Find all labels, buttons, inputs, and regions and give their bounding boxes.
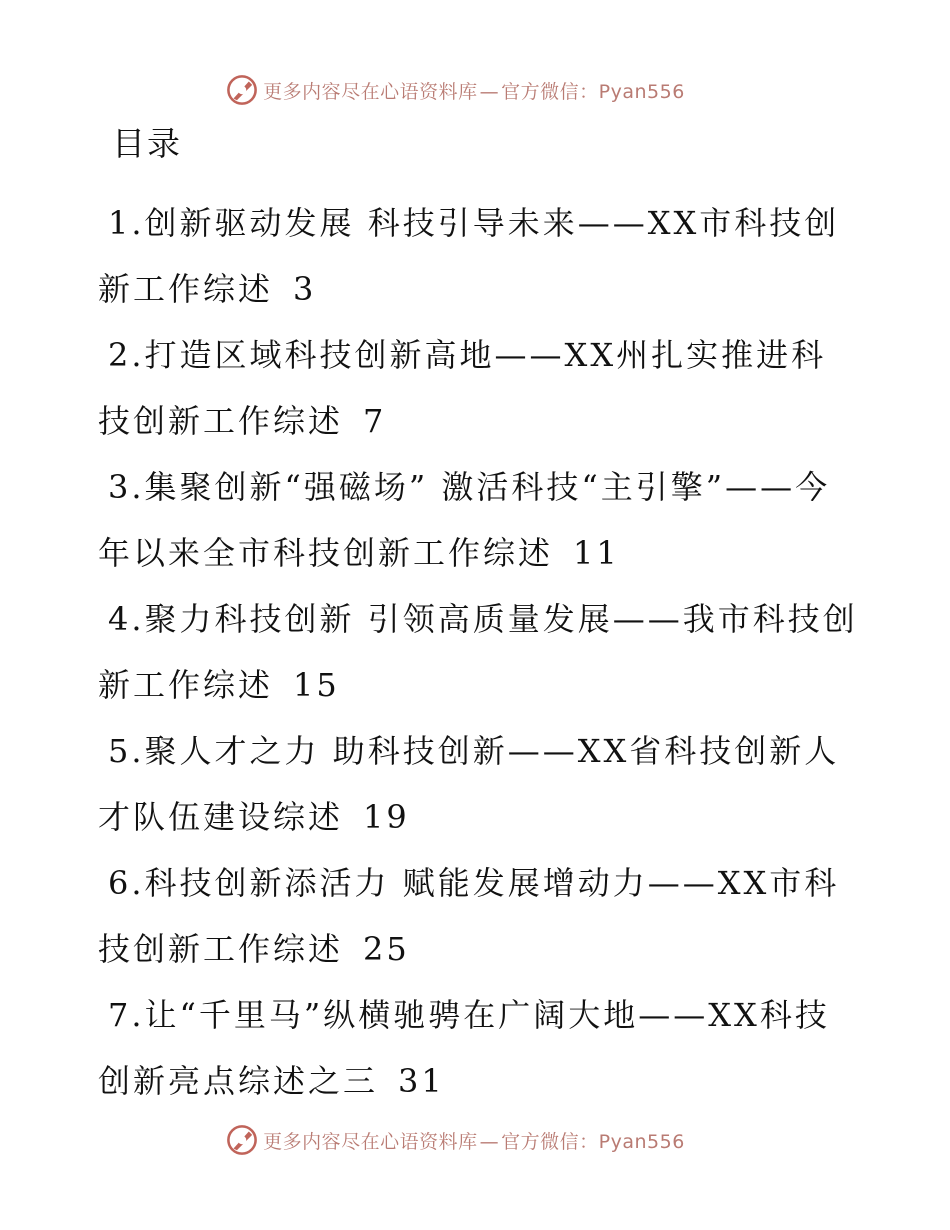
toc-item[interactable] — [98, 982, 858, 1114]
toc-item[interactable] — [98, 190, 858, 322]
watermark-text: 更多内容尽在心语资料库 — 官方微信：Pyan556 — [263, 80, 685, 103]
toc-item[interactable] — [98, 586, 858, 718]
toc-item-label: 2.打造区域科技创新高地——XX州扎实推进科技创新工作综述 — [98, 336, 827, 440]
toc-item-label: 3.集聚创新“强磁场” 激活科技“主引擎”——今年以来全市科技创新工作综述 — [98, 468, 831, 572]
toc-item-page: 31 — [398, 1062, 445, 1100]
toc-item-page: 25 — [363, 930, 410, 968]
toc-item-label: 5.聚人才之力 助科技创新——XX省科技创新人才队伍建设综述 — [98, 732, 840, 836]
header-watermark — [0, 70, 950, 110]
toc-title: 目录 — [112, 124, 182, 163]
toc-item[interactable] — [98, 454, 858, 586]
toc-item[interactable] — [98, 718, 858, 850]
footer-watermark — [0, 1120, 950, 1160]
toc-item-page: 11 — [573, 534, 620, 572]
pen-logo-icon — [225, 1123, 259, 1157]
toc-item-page: 7 — [363, 402, 387, 440]
toc-item-label: 6.科技创新添活力 赋能发展增动力——XX市科技创新工作综述 — [98, 864, 840, 968]
toc-list — [98, 190, 858, 1114]
toc-item-label: 1.创新驱动发展 科技引导未来——XX市科技创新工作综述 — [98, 204, 840, 308]
watermark-text: 更多内容尽在心语资料库 — 官方微信：Pyan556 — [263, 1130, 685, 1153]
toc-item[interactable] — [98, 322, 858, 454]
toc-item[interactable] — [98, 850, 858, 982]
toc-item-page: 15 — [293, 666, 340, 704]
toc-item-page: 19 — [363, 798, 410, 836]
toc-item-label: 4.聚力科技创新 引领高质量发展——我市科技创新工作综述 — [98, 600, 858, 704]
toc-item-page: 3 — [293, 270, 317, 308]
pen-logo-icon — [225, 73, 259, 107]
toc-item-label: 7.让“千里马”纵横驰骋在广阔大地——XX科技创新亮点综述之三 — [98, 996, 830, 1100]
